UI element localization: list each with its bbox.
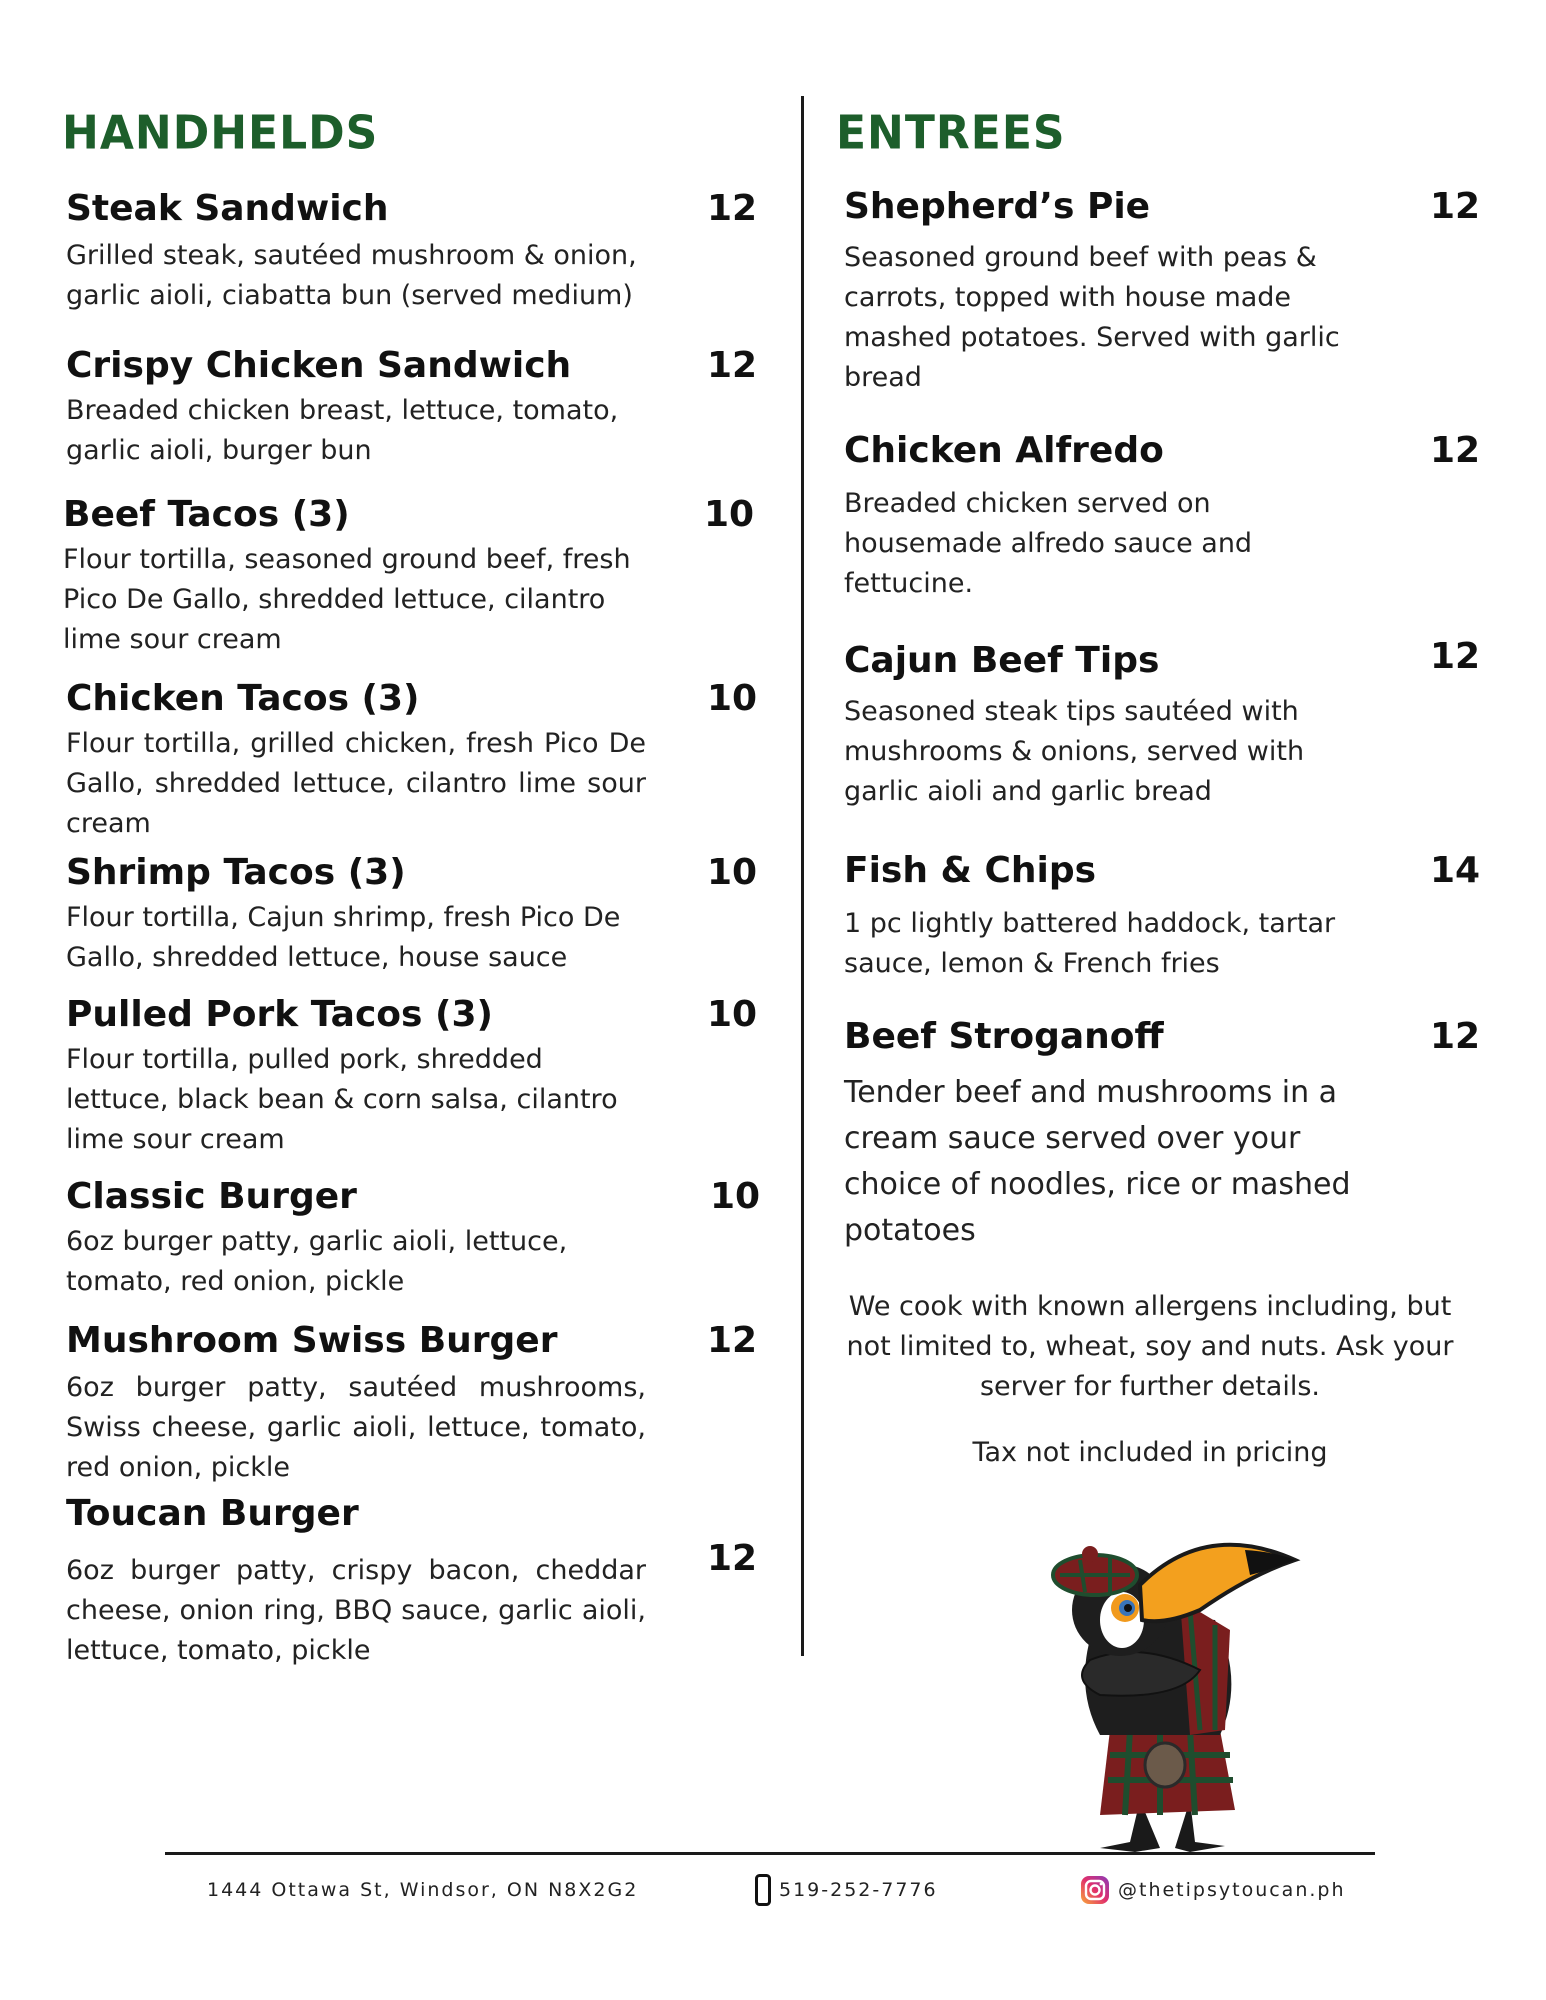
item-price: 10 (707, 994, 758, 1035)
section-title-entrees: ENTREES (836, 106, 1066, 161)
item-price: 10 (707, 852, 758, 893)
item-name: Crispy Chicken Sandwich (66, 345, 572, 386)
column-divider (801, 96, 804, 1656)
item-name: Shepherd’s Pie (844, 186, 1151, 227)
item-name: Fish & Chips (844, 850, 1097, 891)
footer-address (207, 1870, 638, 1910)
item-name: Shrimp Tacos (3) (66, 852, 406, 893)
item-name: Toucan Burger (66, 1493, 359, 1534)
item-description: Seasoned ground beef with peas & carrots, topped with house made mashed potatoes. Served with garlic bread (844, 242, 1340, 393)
item-description: Flour tortilla, seasoned ground beef, fresh Pico De Gallo, shredded lettuce, cilantro lime sour cream (63, 544, 631, 655)
item-description: Breaded chicken breast, lettuce, tomato, garlic aioli, burger bun (66, 395, 619, 466)
item-price: 12 (707, 345, 758, 386)
footer-instagram[interactable] (1080, 1870, 1346, 1910)
phone-number: 519-252-7776 (779, 1879, 938, 1901)
toucan-mascot-illustration (1030, 1530, 1330, 1860)
item-name: Pulled Pork Tacos (3) (66, 994, 493, 1035)
item-price: 12 (1430, 430, 1481, 471)
instagram-icon (1080, 1875, 1110, 1905)
item-price: 10 (710, 1176, 761, 1217)
item-name: Classic Burger (66, 1176, 357, 1217)
footer-phone[interactable] (755, 1870, 938, 1910)
item-name: Cajun Beef Tips (844, 640, 1160, 681)
item-price: 12 (707, 1320, 758, 1361)
item-price: 10 (707, 678, 758, 719)
item-price: 12 (1430, 636, 1481, 677)
item-name: Mushroom Swiss Burger (66, 1320, 558, 1361)
item-description: Grilled steak, sautéed mushroom & onion, garlic aioli, ciabatta bun (served medium) (66, 240, 637, 311)
item-name: Beef Tacos (3) (63, 494, 350, 535)
item-description: 1 pc lightly battered haddock, tartar sauce, lemon & French fries (844, 908, 1336, 979)
item-description: Breaded chicken served on housemade alfredo sauce and fettucine. (844, 488, 1253, 599)
item-price: 12 (1430, 186, 1481, 227)
item-description: Flour tortilla, Cajun shrimp, fresh Pico De Gallo, shredded lettuce, house sauce (66, 902, 621, 973)
item-price: 12 (1430, 1016, 1481, 1057)
item-description: Seasoned steak tips sautéed with mushrooms & onions, served with garlic aioli and garlic bread (844, 696, 1305, 807)
item-description: 6oz burger patty, sautéed mushrooms, Swiss cheese, garlic aioli, lettuce, tomato, red onion, pickle (66, 1372, 646, 1483)
item-description: 6oz burger patty, garlic aioli, lettuce, tomato, red onion, pickle (66, 1226, 568, 1297)
item-price: 12 (707, 1538, 758, 1579)
item-description: Flour tortilla, pulled pork, shredded lettuce, black bean & corn salsa, cilantro lime sour cream (66, 1044, 618, 1155)
footer-divider (165, 1852, 1375, 1855)
item-price: 12 (707, 188, 758, 229)
item-price: 14 (1430, 850, 1481, 891)
address-text: 1444 Ottawa St, Windsor, ON N8X2G2 (207, 1879, 639, 1901)
tax-notice: Tax not included in pricing (972, 1437, 1328, 1468)
item-name: Chicken Tacos (3) (66, 678, 420, 719)
item-name: Beef Stroganoff (844, 1016, 1164, 1057)
section-title-handhelds: HANDHELDS (62, 106, 379, 161)
allergen-notice: We cook with known allergens including, but not limited to, wheat, soy and nuts. Ask your server for further details. (846, 1291, 1454, 1402)
item-name: Chicken Alfredo (844, 430, 1164, 471)
item-description: Tender beef and mushrooms in a cream sauce served over your choice of noodles, rice or mashed potatoes (844, 1075, 1351, 1248)
item-name: Steak Sandwich (66, 188, 389, 229)
item-price: 10 (704, 494, 755, 535)
instagram-handle: @thetipsytoucan.ph (1118, 1879, 1346, 1901)
item-description: Flour tortilla, grilled chicken, fresh Pico De Gallo, shredded lettuce, cilantro lime sour cream (66, 728, 646, 839)
phone-icon (755, 1874, 771, 1906)
item-description: 6oz burger patty, crispy bacon, cheddar cheese, onion ring, BBQ sauce, garlic aioli, lettuce, tomato, pickle (66, 1555, 646, 1666)
